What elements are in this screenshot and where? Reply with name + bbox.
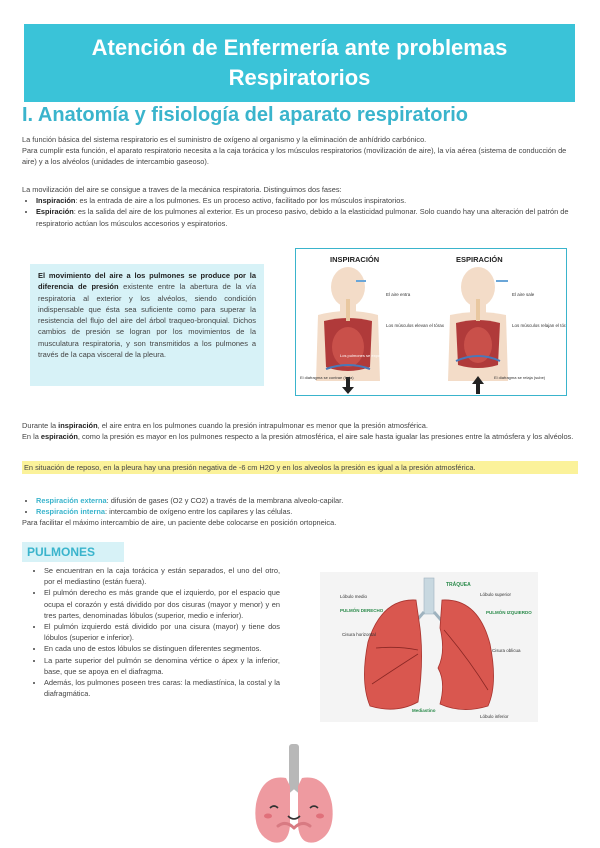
mechanics-paragraph bbox=[22, 184, 578, 229]
bullet-espiracion bbox=[36, 206, 578, 228]
bullet-resp-externa bbox=[36, 495, 578, 506]
ortopneica-note: Para facilitar el máximo intercambio de aire, un paciente debe colocarse en posición ortopneica. bbox=[22, 518, 337, 528]
label-left-muscles: Los músculos elevan el tórax bbox=[386, 323, 445, 328]
label-lobulo-superior: Lóbulo superior bbox=[480, 592, 512, 597]
label-right-diaphragm: El diafragma se relaja (sube) bbox=[494, 375, 546, 380]
label-cisura-horizontal: Cisura horizontal bbox=[342, 632, 376, 637]
section-heading: I. Anatomía y fisiología del aparato respiratorio bbox=[22, 104, 469, 126]
bullet-inspiracion bbox=[36, 195, 578, 206]
term-resp-externa: Respiración externa bbox=[36, 496, 107, 505]
bullet-resp-interna bbox=[36, 506, 578, 517]
label-traquea: TRÁQUEA bbox=[446, 582, 471, 588]
title-line-2: Respiratorios bbox=[228, 65, 371, 90]
label-pulmon-izquierdo: PULMÓN IZQUIERDO bbox=[486, 610, 532, 615]
highlight-note: En situación de reposo, en la pleura hay una presión negativa de -6 cm H2O y en los alveolos la presión es igual a la presión atmosférica. bbox=[22, 461, 578, 474]
text-resp-externa: : difusión de gases (O2 y CO2) a través de la membrana alveolo-capilar. bbox=[106, 496, 344, 505]
lung-illustration bbox=[320, 572, 538, 722]
pressure-callout bbox=[30, 264, 264, 386]
label-cisura-oblicua: Cisura oblicua bbox=[492, 648, 521, 653]
intro-line-2: Para cumplir esta función, el aparato respiratorio necesita a la caja torácica y los músculos respiratorios (movilización de aire), la vía aérea (sistema de conducción de aire) y a los alvéolos (unidades de intercambio gaseoso). bbox=[22, 146, 567, 167]
label-espiracion: ESPIRACIÓN bbox=[456, 255, 503, 264]
lung-anatomy-figure bbox=[320, 572, 538, 722]
pulmones-list bbox=[32, 565, 280, 699]
text-resp-interna: : intercambio de oxígeno entre los capilares y las células. bbox=[105, 507, 293, 517]
p2-pre: En la bbox=[22, 432, 41, 442]
label-inspiracion: INSPIRACIÓN bbox=[330, 255, 380, 264]
p1-post: , el aire entra en los pulmones cuando la presión intrapulmonar es menor que la presión atmosférica. bbox=[97, 421, 428, 430]
label-pulmon-derecho: PULMÓN DERECHO bbox=[340, 608, 384, 613]
pulmones-item: • Además, los pulmones poseen tres caras: la mediastínica, la costal y la diafragmática. bbox=[44, 677, 280, 699]
intro-paragraph bbox=[22, 134, 578, 168]
label-right-air: El aire sale bbox=[512, 292, 535, 297]
pulmones-item: • En cada uno de estos lóbulos se distinguen diferentes segmentos. bbox=[44, 643, 280, 654]
lungs-mascot-icon bbox=[248, 742, 340, 846]
p2-post: , como la presión es mayor en los pulmones respecto a la presión atmosférica, el aire sale hasta igualar las presiones entre la atmósfera y los alvéolos. bbox=[77, 432, 574, 442]
label-mediastino: Mediastino bbox=[412, 708, 436, 713]
title-banner bbox=[24, 24, 575, 102]
pulmones-item: • El pulmón derecho es más grande que el izquierdo, por el espacio que ocupa el corazón y está dividido por dos cisuras (mayor y menor) y en tres partes, denominadas lóbulos (superior, medio e inferior). bbox=[44, 587, 280, 621]
term-resp-interna: Respiración interna bbox=[36, 507, 105, 517]
label-right-muscles: Los músculos relajan el tórax bbox=[512, 323, 566, 328]
pulmones-item: • El pulmón izquierdo está dividido por una cisura (mayor) y tiene dos lóbulos (superior e inferior). bbox=[44, 621, 280, 643]
intro-line-1: La función básica del sistema respiratorio es el suministro de oxígeno al organismo y la eliminación de anhídrido carbónico. bbox=[22, 135, 427, 144]
pulmones-heading: PULMONES bbox=[22, 542, 124, 562]
term-espiracion: Espiración bbox=[36, 207, 74, 217]
pressure-line-2 bbox=[22, 431, 578, 442]
text-inspiracion: : es la entrada de aire a los pulmones. Es un proceso activo, facilitado por los músculos inspiratorios. bbox=[75, 196, 407, 206]
pressure-line-1 bbox=[22, 420, 578, 431]
breathing-illustration bbox=[296, 249, 566, 395]
callout-text: existente entre la abertura de la vía respiratoria al exterior y los alvéolos, siendo condición indispensable que ésta sea suficiente como para superar la resistencia del flujo del aire del árbol traqueo-bronquial. Dichos cambios de presión se logran por los movimientos de la musculatura respiratoria, y son transmitidos a los pulmones a través de la capa visceral de la pleura. bbox=[38, 282, 256, 360]
respiration-paragraph bbox=[22, 495, 578, 529]
label-left-lungs: Los pulmones se expanden bbox=[340, 353, 389, 358]
pulmones-item: • Se encuentran en la caja torácica y están separados, el uno del otro, por el mediastino (están fuera). bbox=[44, 565, 280, 587]
pressure-paragraph bbox=[22, 420, 578, 442]
p2-term: espiración bbox=[40, 432, 78, 442]
pulmones-item: • La parte superior del pulmón se denomina vértice o ápex y la inferior, base, que se apoya en el diafragma. bbox=[44, 655, 280, 677]
text-espiracion: : es la salida del aire de los pulmones al exterior. Es un proceso pasivo, debido a la elasticidad pulmonar. Solo cuando hay una alteración del patrón de respiratorio actúan los músculos accesorios y espiratorios. bbox=[36, 207, 569, 228]
callout-bold: El movimiento del aire a los pulmones se produce por la diferencia de presión bbox=[38, 271, 256, 292]
mechanics-intro: La movilización del aire se consigue a traves de la mecánica respiratoria. Distinguimos dos fases: bbox=[22, 185, 342, 194]
label-left-diaphragm: El diafragma se contrae (baja) bbox=[300, 375, 354, 380]
term-inspiracion: Inspiración bbox=[36, 196, 76, 206]
label-lobulo-inferior: Lóbulo inferior bbox=[480, 714, 509, 719]
breathing-figure bbox=[295, 248, 567, 396]
label-lobulo-medio: Lóbulo medio bbox=[340, 594, 368, 599]
p1-pre: Durante la bbox=[22, 421, 59, 430]
title-line-1: Atención de Enfermería ante problemas bbox=[91, 35, 508, 60]
p1-term: inspiración bbox=[58, 421, 98, 430]
label-left-air: El aire entra bbox=[386, 292, 411, 297]
